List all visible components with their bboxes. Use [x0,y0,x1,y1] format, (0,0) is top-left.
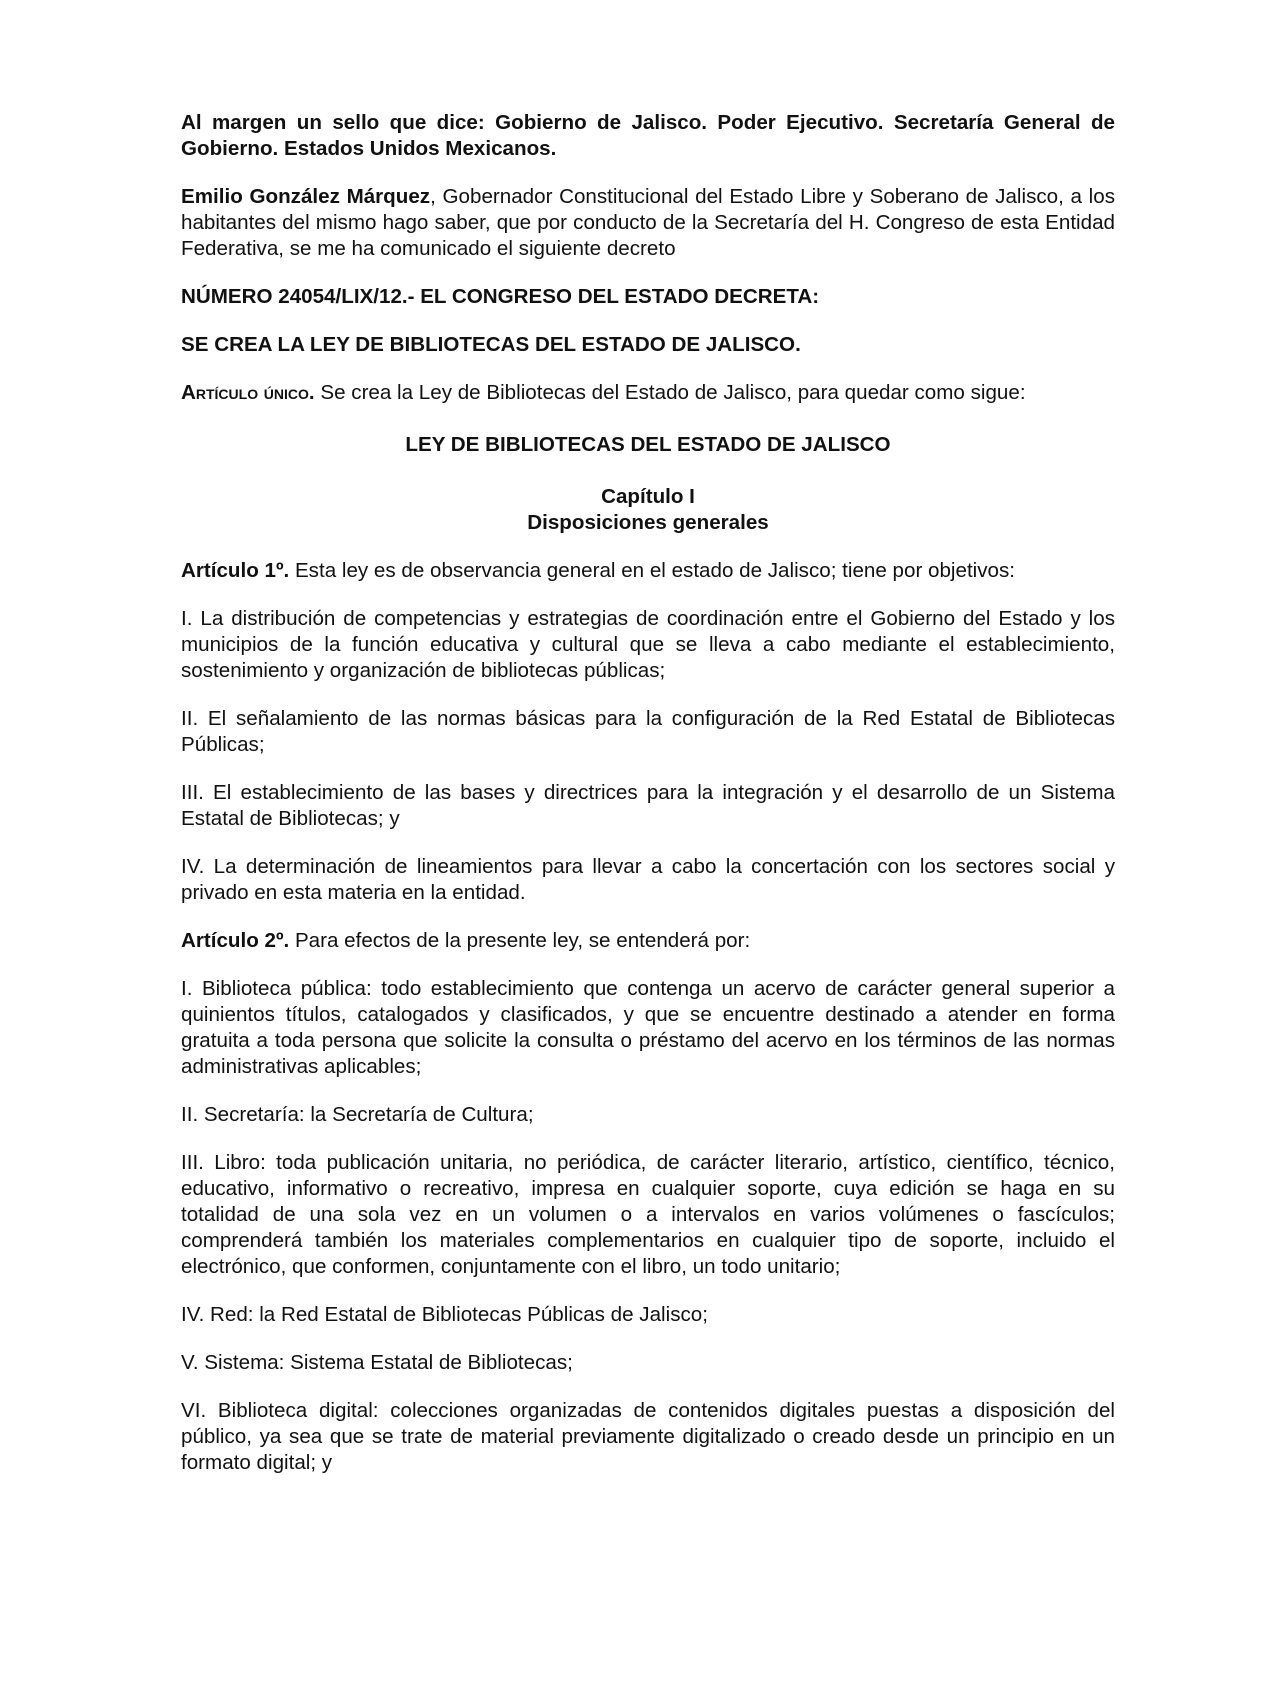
article-2-item: II. Secretaría: la Secretaría de Cultura; [181,1103,534,1126]
article-2-label: Artículo 2º. [181,929,290,952]
article-1-item: I. La distribución de competencias y estrategias de coordinación entre el Gobierno del Estado y los municipios de la función educativa y cultural que se lleva a cabo mediante el establecimiento, sostenimiento y organización de bibliotecas públicas; [181,607,1115,682]
governor-text: , Gobernador Constitucional del Estado Libre y Soberano de Jalisco, a los habitantes del mismo hago saber, que por conducto de la Secretaría del H. Congreso de esta Entidad Federativa, se me ha comunicado el siguiente decreto [181,185,1116,260]
chapter-label: Capítulo I [601,485,695,508]
document-page [181,110,1115,1498]
governor-name: Emilio González Márquez [181,185,431,208]
article-2-item: IV. Red: la Red Estatal de Bibliotecas Públicas de Jalisco; [181,1303,708,1326]
article-1-item: IV. La determinación de lineamientos para llevar a cabo la concertación con los sectores social y privado en esta materia en la entidad. [181,855,1115,904]
chapter-heading [181,484,1115,536]
article-2-text: Para efectos de la presente ley, se entenderá por: [289,929,751,952]
chapter-title: Disposiciones generales [527,511,769,534]
article-2-paragraph [181,928,1115,954]
article-2-item: I. Biblioteca pública: todo establecimiento que contenga un acervo de carácter general superior a quinientos títulos, catalogados y clasificados, y que se encuentre destinado a atender en forma gratuita a toda persona que solicite la consulta o préstamo del acervo en los términos de las normas administrativas aplicables; [181,977,1115,1078]
article-1-label: Artículo 1º. [181,559,290,582]
articulo-unico-label: Artículo único. [181,381,315,404]
articulo-unico-text: Se crea la Ley de Bibliotecas del Estado de Jalisco, para quedar como sigue: [314,381,1026,404]
article-2-item: III. Libro: toda publicación unitaria, no periódica, de carácter literario, artístico, científico, técnico, educativo, informativo o recreativo, impresa en cualquier soporte, cuya edición se haga en su totalidad de una sola vez en un volumen o a intervalos en varios volúmenes o fascículos; comprenderá también los materiales complementarios en cualquier tipo de soporte, incluido el electrónico, que conformen, conjuntamente con el libro, un todo unitario; [181,1151,1115,1278]
article-2-item: VI. Biblioteca digital: colecciones organizadas de contenidos digitales puestas a disposición del público, ya sea que se trate de material previamente digitalizado o creado desde un principio en un formato digital; y [181,1399,1115,1474]
seal-paragraph: Al margen un sello que dice: Gobierno de Jalisco. Poder Ejecutivo. Secretaría General de Gobierno. Estados Unidos Mexicanos. [181,111,1115,160]
articulo-unico-paragraph [181,380,1115,406]
article-1-item: III. El establecimiento de las bases y directrices para la integración y el desarrollo de un Sistema Estatal de Bibliotecas; y [181,781,1115,830]
article-1-paragraph [181,558,1115,584]
decree-number: NÚMERO 24054/LIX/12.- EL CONGRESO DEL ESTADO DECRETA: [181,285,820,308]
creates-law-heading: SE CREA LA LEY DE BIBLIOTECAS DEL ESTADO DE JALISCO. [181,333,801,356]
article-2-item: V. Sistema: Sistema Estatal de Bibliotecas; [181,1351,573,1374]
law-title: LEY DE BIBLIOTECAS DEL ESTADO DE JALISCO [405,433,891,456]
article-1-text: Esta ley es de observancia general en el estado de Jalisco; tiene por objetivos: [289,559,1016,582]
article-1-item: II. El señalamiento de las normas básicas para la configuración de la Red Estatal de Bibliotecas Públicas; [181,707,1115,756]
governor-paragraph [181,184,1115,262]
